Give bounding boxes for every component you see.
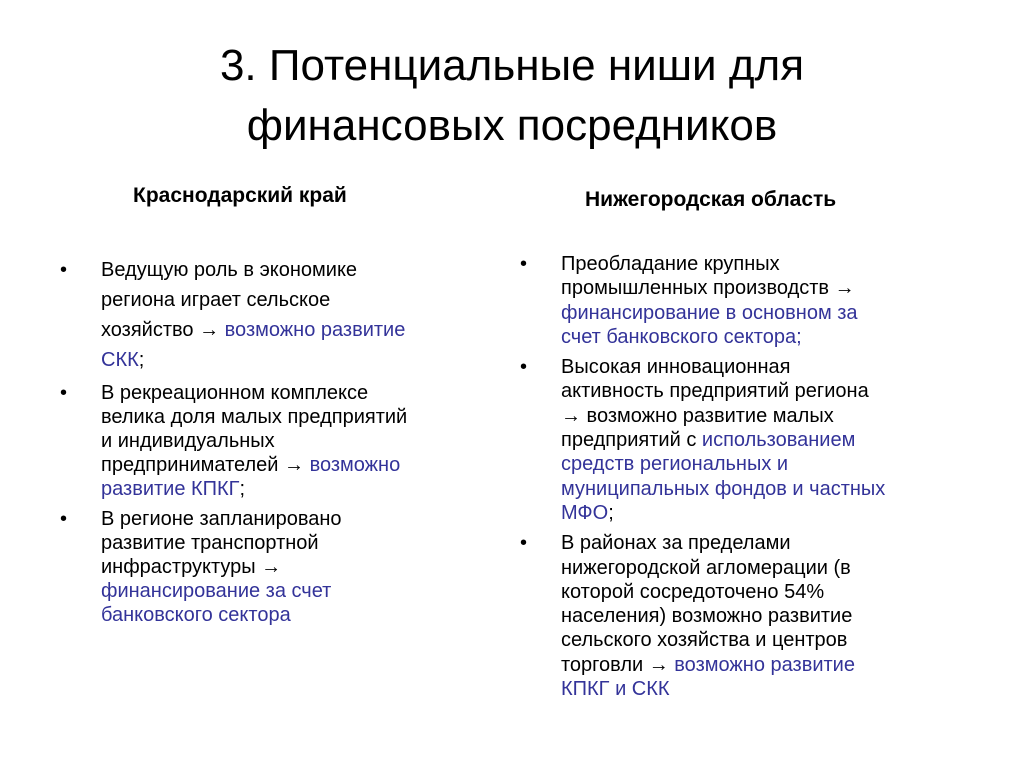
highlighted-text: муниципальных фондов и частных	[561, 477, 886, 500]
highlighted-text: возможно развитие	[224, 319, 406, 341]
highlighted-text: возможно	[309, 454, 401, 476]
bullet-line	[101, 405, 500, 429]
bullet-line	[561, 379, 1000, 403]
bullet-line	[101, 603, 500, 627]
highlighted-text: средств региональных и	[561, 453, 789, 476]
bullet-line	[561, 531, 1000, 555]
bullet-item	[60, 507, 500, 627]
slide-title-line: 3. Потенциальные ниши для	[219, 41, 805, 90]
body-text: Высокая инновационная	[561, 356, 791, 379]
highlighted-text: КПКГ и СКК	[561, 678, 670, 701]
highlighted-text: финансирование за счет	[101, 580, 332, 602]
body-text: ;	[239, 478, 246, 500]
bullet-line	[101, 381, 500, 405]
highlighted-text: использованием	[701, 429, 856, 452]
bullet-line	[561, 301, 1000, 325]
highlighted-text: развитие КПКГ	[101, 478, 240, 500]
slide-title-line: финансовых посредников	[246, 101, 778, 150]
bullet-line	[561, 604, 1000, 628]
body-text: ;	[138, 349, 145, 371]
highlighted-text: счет банковского сектора;	[561, 325, 802, 348]
bullet-item	[520, 252, 1000, 349]
highlighted-text: возможно развитие	[674, 653, 855, 676]
body-text: сельского хозяйства и центров	[561, 629, 848, 652]
bullet-dot-icon: •	[520, 532, 528, 555]
bullet-item	[520, 531, 1000, 701]
left-bullet-list	[60, 255, 500, 633]
highlighted-text: банковского сектора	[101, 604, 291, 626]
bullet-line	[561, 580, 1000, 604]
bullet-dot-icon: •	[60, 259, 68, 281]
bullet-item	[60, 381, 500, 501]
bullet-line	[101, 315, 500, 345]
body-text: региона играет сельское	[101, 289, 331, 311]
bullet-dot-icon: •	[520, 356, 528, 379]
bullet-line	[101, 429, 500, 453]
body-text: промышленных производств →	[561, 277, 855, 300]
bullet-line	[561, 653, 1000, 677]
body-text: В регионе запланировано	[101, 508, 342, 530]
bullet-item	[60, 255, 500, 375]
body-text: активность предприятий региона	[561, 380, 869, 403]
bullet-line	[101, 579, 500, 603]
body-text: Преобладание крупных	[561, 253, 780, 275]
bullet-line	[101, 507, 500, 531]
body-text: велика доля малых предприятий	[101, 406, 408, 428]
highlighted-text: финансирование в основном за	[561, 301, 858, 324]
bullet-line	[561, 677, 1000, 701]
bullet-line	[561, 252, 1000, 276]
bullet-line	[561, 355, 1000, 379]
bullet-dot-icon: •	[60, 382, 68, 404]
bullet-line	[561, 325, 1000, 349]
body-text: и индивидуальных	[101, 430, 275, 452]
bullet-line	[101, 285, 500, 315]
bullet-line	[561, 501, 1000, 525]
body-text: нижегородской агломерации (в	[561, 556, 851, 579]
highlighted-text: СКК	[101, 349, 139, 371]
body-text: предпринимателей →	[101, 454, 310, 476]
bullet-line	[561, 428, 1000, 452]
body-text: Ведущую роль в экономике	[101, 259, 358, 281]
bullet-item	[520, 355, 1000, 525]
bullet-line	[101, 255, 500, 285]
body-text: инфраструктуры →	[101, 556, 282, 578]
left-column-heading: Краснодарский край	[133, 184, 347, 207]
bullet-line	[101, 453, 500, 477]
body-text: развитие транспортной	[101, 532, 319, 554]
highlighted-text: МФО	[561, 501, 609, 524]
bullet-line	[101, 477, 500, 501]
body-text: В рекреационном комплексе	[101, 382, 369, 404]
bullet-line	[101, 555, 500, 579]
bullet-line	[101, 345, 500, 375]
bullet-line	[561, 452, 1000, 476]
bullet-line	[561, 404, 1000, 428]
body-text: В районах за пределами	[561, 532, 791, 555]
bullet-line	[561, 556, 1000, 580]
bullet-line	[101, 531, 500, 555]
bullet-line	[561, 628, 1000, 652]
right-bullet-list	[520, 252, 1000, 707]
slide-title	[0, 36, 1024, 156]
body-text: хозяйство →	[101, 319, 225, 341]
body-text: которой сосредоточено 54%	[561, 580, 825, 603]
bullet-dot-icon: •	[520, 253, 528, 275]
body-text: → возможно развитие малых	[561, 404, 834, 427]
body-text: ;	[608, 501, 614, 524]
body-text: торговли →	[561, 653, 675, 676]
right-column-heading: Нижегородская область	[585, 188, 837, 211]
bullet-dot-icon: •	[60, 508, 68, 530]
body-text: населения) возможно развитие	[561, 605, 853, 628]
bullet-line	[561, 276, 1000, 300]
bullet-line	[561, 477, 1000, 501]
body-text: предприятий с	[561, 429, 702, 452]
